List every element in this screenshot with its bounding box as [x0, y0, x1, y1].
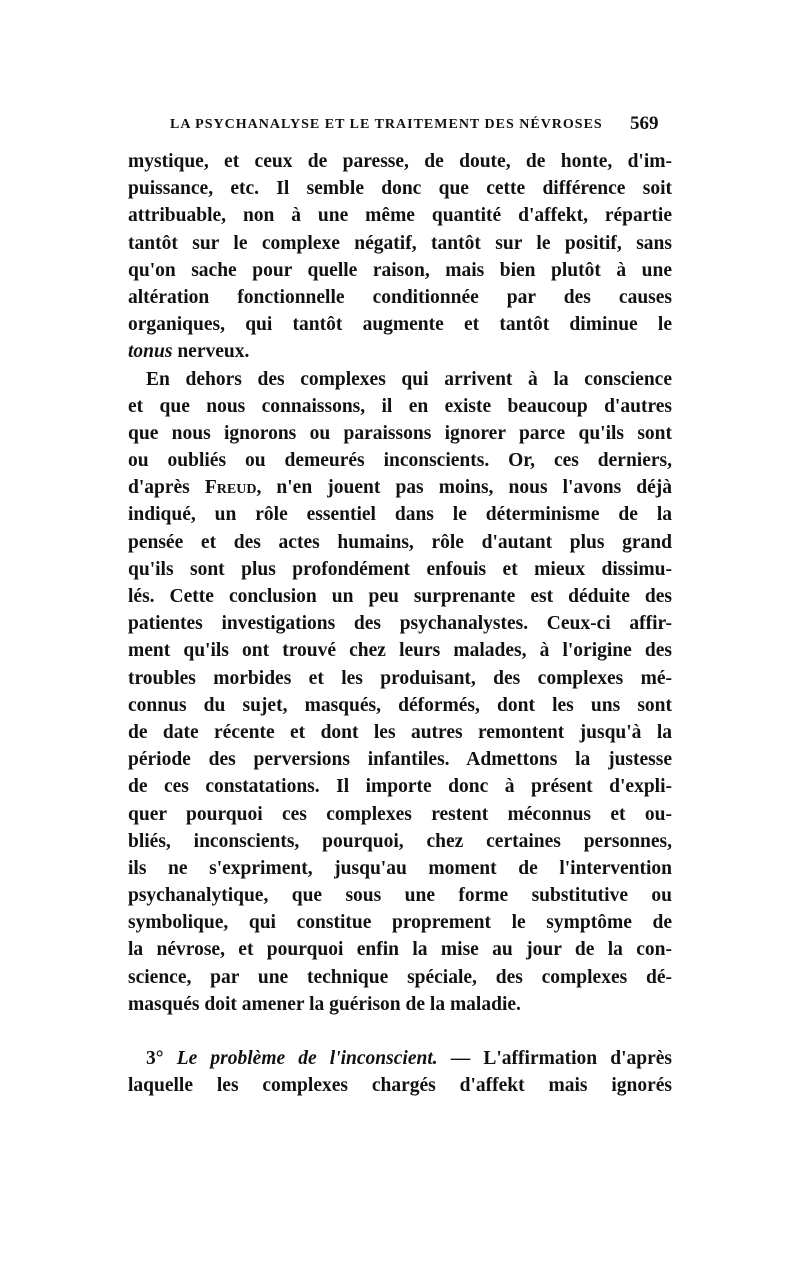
text-fragment: d'après — [128, 477, 205, 499]
section-title: Le problème de l'inconscient. — [176, 1048, 438, 1069]
text-line: de ces constatations. Il importe donc à présent d'expli- — [128, 776, 672, 798]
section-number: 3° — [146, 1048, 164, 1069]
text-line: lés. Cette conclusion un peu surprenante est déduite des — [128, 586, 672, 607]
text-line — [128, 474, 672, 501]
text-line: tantôt sur le complexe négatif, tantôt sur le positif, sans — [128, 232, 672, 254]
text-line: la névrose, et pourquoi enfin la mise au jour de la con- — [128, 939, 672, 961]
text-line: altération fonctionnelle conditionnée par des causes — [128, 286, 672, 308]
text-line: laquelle les complexes chargés d'affekt mais ignorés — [128, 1075, 672, 1097]
text-line: puissance, etc. Il semble donc que cette différence soit — [128, 178, 672, 200]
page-number: 569 — [630, 113, 659, 134]
text-line: qu'ils sont plus profondément enfouis et mieux dissimu- — [128, 558, 672, 580]
text-line: qu'on sache pour quelle raison, mais bien plutôt à une — [128, 259, 672, 281]
text-line: quer pourquoi ces complexes restent méconnus et ou- — [128, 803, 672, 825]
text-line: période des perversions infantiles. Admettons la justesse — [128, 749, 672, 771]
text-line: connus du sujet, masqués, déformés, dont les uns sont — [128, 694, 672, 716]
body-text — [128, 148, 672, 1099]
text-line: psychanalytique, que sous une forme substitutive ou — [128, 885, 672, 907]
text-line: que nous ignorons ou paraissons ignorer parce qu'ils sont — [128, 422, 672, 444]
text-fragment: , n'en jouent pas moins, nous l'avons déjà — [256, 477, 672, 499]
text-line: attribuable, non à une même quantité d'affekt, répartie — [128, 205, 672, 227]
text-line — [128, 338, 672, 365]
text-line: science, par une technique spéciale, des complexes dé- — [128, 966, 672, 988]
text-line: ou oubliés ou demeurés inconscients. Or, ces derniers, — [128, 450, 672, 472]
text-line: masqués doit amener la guérison de la maladie. — [128, 993, 521, 1015]
text-line: patientes investigations des psychanalystes. Ceux-ci affir- — [128, 613, 672, 635]
text-line: de date récente et dont les autres remontent jusqu'à la — [128, 721, 672, 743]
section-gap — [128, 1018, 672, 1045]
text-line: mystique, et ceux de paresse, de doute, de honte, d'im- — [128, 151, 672, 172]
text-line: bliés, inconscients, pourquoi, chez certaines personnes, — [128, 830, 672, 852]
text-line: indiqué, un rôle essentiel dans le déterminisme de la — [128, 504, 672, 526]
author-name: Freud — [204, 477, 257, 499]
text-line: troubles morbides et les produisant, des complexes mé- — [128, 667, 672, 689]
text-line: ils ne s'expriment, jusqu'au moment de l'intervention — [128, 857, 672, 879]
text-fragment: — L'affirmation d'après — [437, 1048, 672, 1069]
text-line: symbolique, qui constitue proprement le symptôme de — [128, 912, 672, 934]
text-fragment: nerveux. — [172, 341, 250, 363]
text-line: et que nous connaissons, il en existe beaucoup d'autres — [128, 395, 672, 417]
text-line: ment qu'ils ont trouvé chez leurs malades, à l'origine des — [128, 640, 672, 662]
text-line: En dehors des complexes qui arrivent à la conscience — [146, 368, 672, 390]
section-heading-line — [128, 1045, 672, 1072]
running-head: LA PSYCHANALYSE ET LE TRAITEMENT DES NÉVROSES — [170, 117, 603, 132]
text-line: pensée et des actes humains, rôle d'autant plus grand — [128, 531, 672, 553]
text-line: organiques, qui tantôt augmente et tantôt diminue le — [128, 314, 672, 336]
italic-term: tonus — [128, 341, 173, 363]
